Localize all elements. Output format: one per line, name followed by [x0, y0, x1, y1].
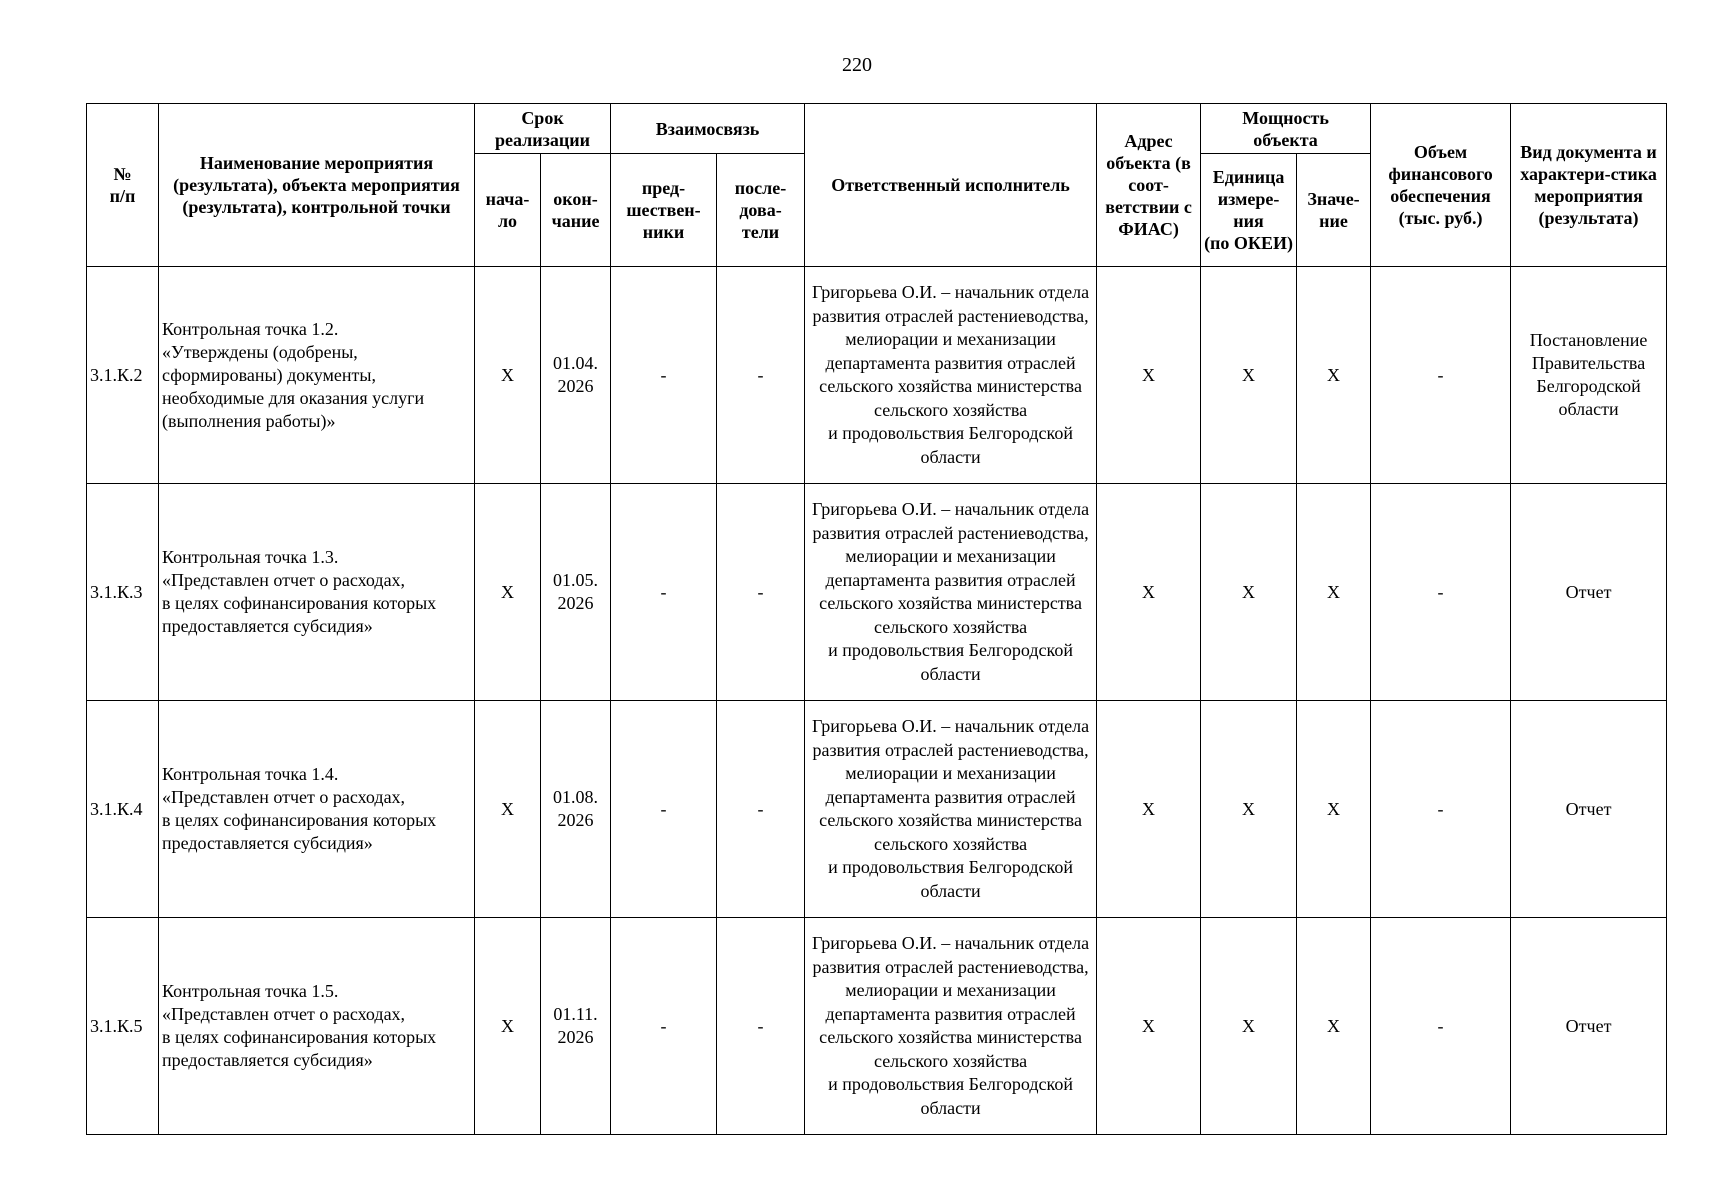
row-value: X [1297, 701, 1371, 918]
row-doc: Отчет [1511, 484, 1667, 701]
table-row [87, 484, 1667, 701]
row-next: - [717, 267, 805, 484]
row-end: 01.04. 2026 [541, 267, 611, 484]
header-no: № п/п [87, 104, 159, 267]
row-address: X [1097, 918, 1201, 1135]
row-start: X [475, 918, 541, 1135]
header-link-next: после- дова- тели [717, 154, 805, 267]
row-address: X [1097, 484, 1201, 701]
row-end: 01.08. 2026 [541, 701, 611, 918]
row-end: 01.05. 2026 [541, 484, 611, 701]
header-term-end: окон- чание [541, 154, 611, 267]
row-prev: - [611, 484, 717, 701]
row-next: - [717, 484, 805, 701]
row-finance: - [1371, 267, 1511, 484]
row-number: 3.1.К.4 [87, 701, 159, 918]
row-number: 3.1.К.2 [87, 267, 159, 484]
row-doc: Отчет [1511, 918, 1667, 1135]
row-number: 3.1.К.3 [87, 484, 159, 701]
header-address: Адрес объекта (в соот-ветствии с ФИАС) [1097, 104, 1201, 267]
table-row [87, 701, 1667, 918]
row-start: X [475, 267, 541, 484]
row-name: Контрольная точка 1.3. «Представлен отчет о расходах, в целях софинансирования которых предоставляется субсидия» [159, 484, 475, 701]
header-link: Взаимосвязь [611, 104, 805, 154]
row-number: 3.1.К.5 [87, 918, 159, 1135]
row-finance: - [1371, 701, 1511, 918]
header-capacity: Мощность объекта [1201, 104, 1371, 154]
row-unit: X [1201, 267, 1297, 484]
row-next: - [717, 701, 805, 918]
header-responsible: Ответственный исполнитель [805, 104, 1097, 267]
row-address: X [1097, 267, 1201, 484]
header-unit: Единица измере-ния (по ОКЕИ) [1201, 154, 1297, 267]
row-prev: - [611, 918, 717, 1135]
row-value: X [1297, 918, 1371, 1135]
table-row [87, 918, 1667, 1135]
row-start: X [475, 701, 541, 918]
row-finance: - [1371, 484, 1511, 701]
row-doc: Постановление Правительства Белгородской области [1511, 267, 1667, 484]
row-unit: X [1201, 918, 1297, 1135]
row-unit: X [1201, 484, 1297, 701]
row-doc: Отчет [1511, 701, 1667, 918]
header-name: Наименование мероприятия (результата), объекта мероприятия (результата), контрольной точки [159, 104, 475, 267]
header-term-start: нача- ло [475, 154, 541, 267]
row-next: - [717, 918, 805, 1135]
row-address: X [1097, 701, 1201, 918]
header-link-prev: пред- шествен- ники [611, 154, 717, 267]
row-prev: - [611, 701, 717, 918]
row-responsible: Григорьева О.И. – начальник отдела развития отраслей растениеводства, мелиорации и механизации департамента развития отраслей сельского хозяйства министерства сельского хозяйства и продовольствия Белгородской области [805, 267, 1097, 484]
row-responsible: Григорьева О.И. – начальник отдела развития отраслей растениеводства, мелиорации и механизации департамента развития отраслей сельского хозяйства министерства сельского хозяйства и продовольствия Белгородской области [805, 484, 1097, 701]
header-finance: Объем финансового обеспечения (тыс. руб.) [1371, 104, 1511, 267]
table-header [87, 104, 1667, 267]
row-end: 01.11. 2026 [541, 918, 611, 1135]
row-responsible: Григорьева О.И. – начальник отдела развития отраслей растениеводства, мелиорации и механизации департамента развития отраслей сельского хозяйства министерства сельского хозяйства и продовольствия Белгородской области [805, 918, 1097, 1135]
header-doc: Вид документа и характери-стика мероприятия (результата) [1511, 104, 1667, 267]
row-name: Контрольная точка 1.2. «Утверждены (одобрены, сформированы) документы, необходимые для оказания услуги (выполнения работы)» [159, 267, 475, 484]
row-name: Контрольная точка 1.4. «Представлен отчет о расходах, в целях софинансирования которых предоставляется субсидия» [159, 701, 475, 918]
row-value: X [1297, 484, 1371, 701]
page-number: 220 [842, 54, 872, 76]
row-name: Контрольная точка 1.5. «Представлен отчет о расходах, в целях софинансирования которых предоставляется субсидия» [159, 918, 475, 1135]
table-row [87, 267, 1667, 484]
row-value: X [1297, 267, 1371, 484]
row-start: X [475, 484, 541, 701]
row-responsible: Григорьева О.И. – начальник отдела развития отраслей растениеводства, мелиорации и механизации департамента развития отраслей сельского хозяйства министерства сельского хозяйства и продовольствия Белгородской области [805, 701, 1097, 918]
header-value: Значе- ние [1297, 154, 1371, 267]
plan-table [86, 103, 1667, 1135]
row-finance: - [1371, 918, 1511, 1135]
row-unit: X [1201, 701, 1297, 918]
header-term: Срок реализации [475, 104, 611, 154]
row-prev: - [611, 267, 717, 484]
